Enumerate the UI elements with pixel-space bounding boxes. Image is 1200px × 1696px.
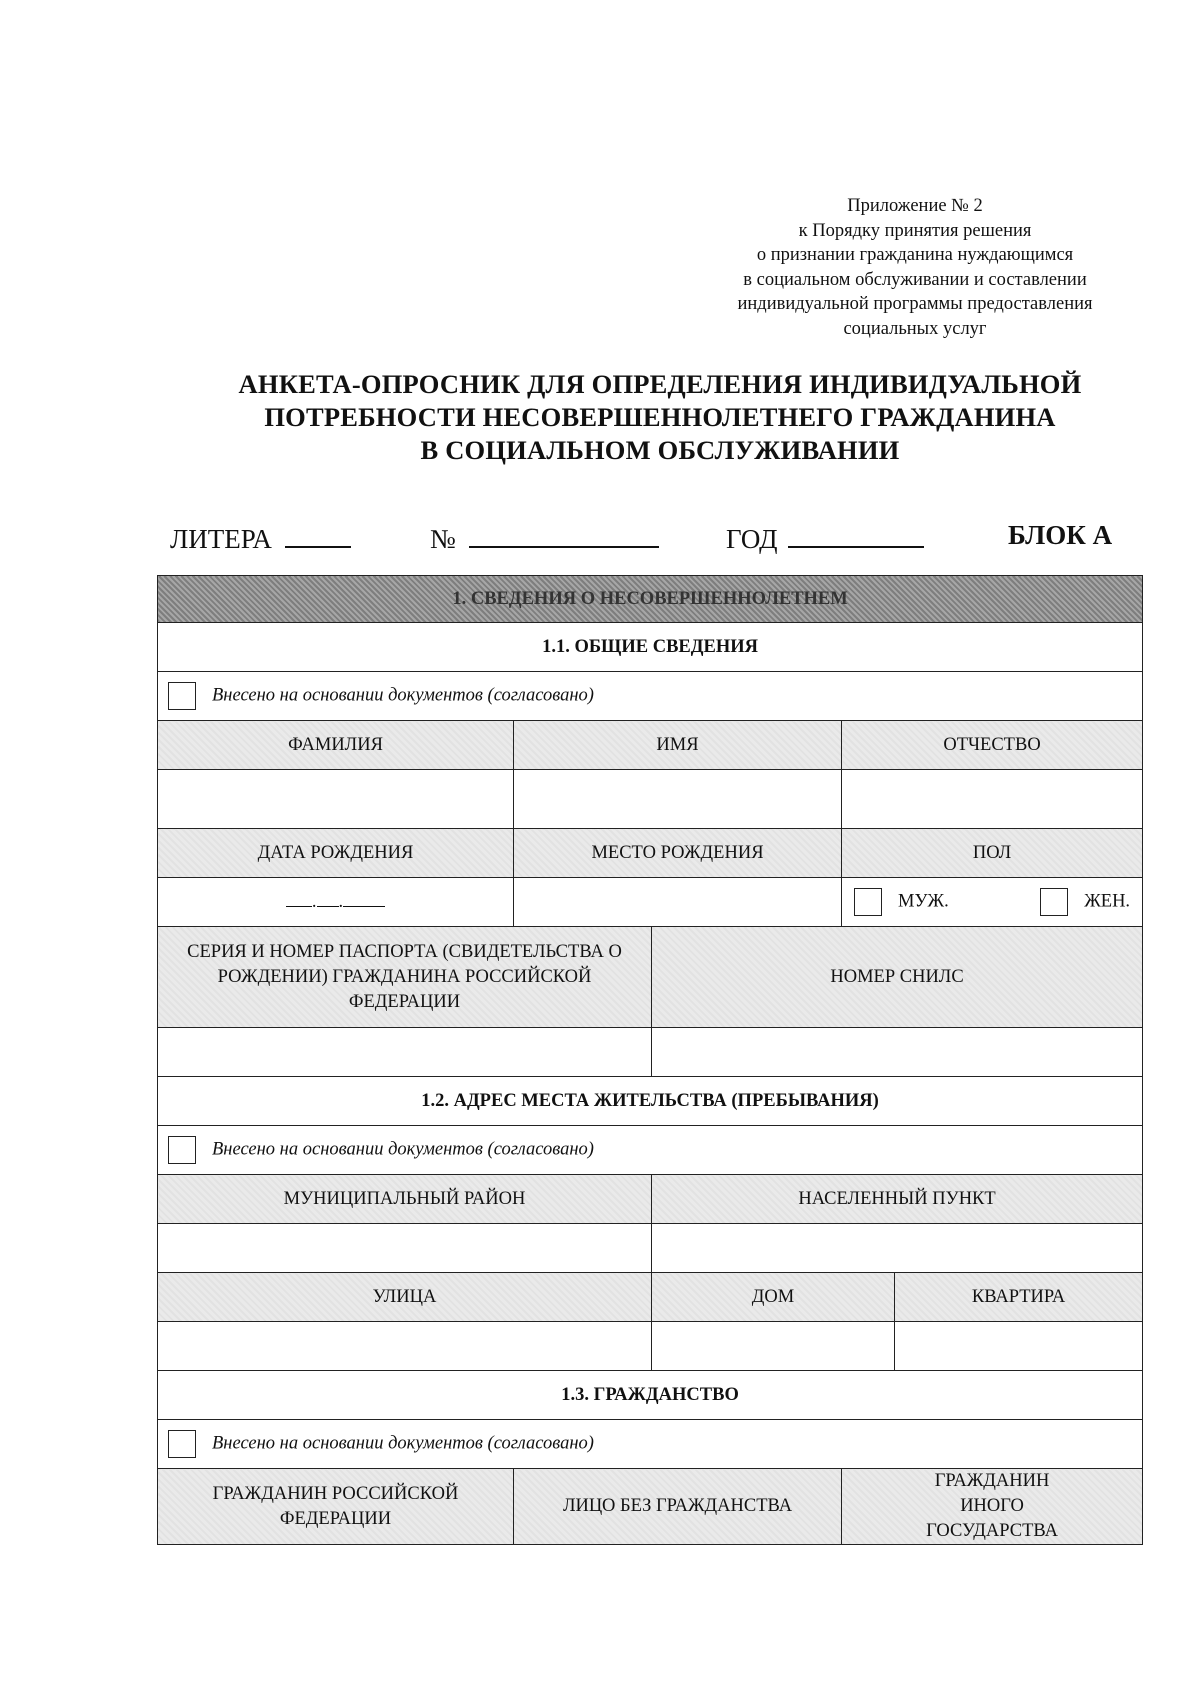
house-input[interactable] [652, 1322, 895, 1371]
block-label: БЛОК А [1008, 520, 1113, 550]
sex-male-option[interactable] [854, 888, 949, 916]
sex-female-option[interactable] [1040, 888, 1130, 916]
appendix-line: о признании гражданина нуждающимся [756, 245, 1074, 265]
subsection-row [158, 1077, 1143, 1126]
title-line: В СОЦИАЛЬНОМ ОБСЛУЖИВАНИИ [420, 435, 900, 465]
fio-labels-row [158, 721, 1143, 770]
appendix-line: к Порядку принятия решения [798, 220, 1032, 241]
documents-labels-row [158, 927, 1143, 1028]
number-label: № [430, 524, 456, 554]
birth-place-label: МЕСТО РОЖДЕНИЯ [514, 829, 842, 878]
sex-male-label: МУЖ. [898, 891, 949, 912]
general-confirmation [158, 672, 1143, 721]
document-title [150, 368, 1170, 467]
passport-input[interactable] [158, 1028, 652, 1077]
sex-options [842, 878, 1143, 927]
year-label: ГОД [726, 524, 778, 554]
appendix-note [640, 194, 1190, 341]
street-inputs-row [158, 1322, 1143, 1371]
street-input[interactable] [158, 1322, 652, 1371]
citizenship-documents-note: Внесено на основании документов (согласовано) [212, 1433, 594, 1454]
citizenship-foreign-option[interactable]: ГРАЖДАНИН ИНОГО ГОСУДАРСТВА [842, 1469, 1143, 1545]
title-line: АНКЕТА-ОПРОСНИК ДЛЯ ОПРЕДЕЛЕНИЯ ИНДИВИДУАЛЬНОЙ [238, 369, 1082, 399]
birth-inputs-row [158, 878, 1143, 927]
general-documents-note: Внесено на основании документов (согласовано) [212, 685, 594, 706]
date-separator: . [338, 891, 344, 912]
litera-field[interactable] [170, 520, 351, 555]
number-line [469, 520, 659, 548]
address-confirmation [158, 1126, 1143, 1175]
address-documents-checkbox[interactable] [168, 1136, 196, 1164]
sex-female-label: ЖЕН. [1084, 891, 1131, 912]
subsection-citizenship-title: 1.3. ГРАЖДАНСТВО [158, 1371, 1143, 1420]
subsection-general-title: 1.1. ОБЩИЕ СВЕДЕНИЯ [158, 623, 1143, 672]
passport-label: СЕРИЯ И НОМЕР ПАСПОРТА (СВИДЕТЕЛЬСТВА О РОЖДЕНИИ) ГРАЖДАНИНА РОССИЙСКОЙ ФЕДЕРАЦИИ [158, 927, 652, 1028]
house-label: ДОМ [652, 1273, 895, 1322]
locality-input[interactable] [652, 1224, 1143, 1273]
appendix-line: социальных услуг [843, 318, 987, 339]
confirmation-row [158, 1126, 1143, 1175]
document-meta [170, 520, 1120, 560]
birth-date-label: ДАТА РОЖДЕНИЯ [158, 829, 514, 878]
litera-label: ЛИТЕРА [170, 524, 272, 554]
birth-year-blank [343, 906, 385, 907]
address-labels-row [158, 1175, 1143, 1224]
birth-date-input[interactable] [158, 878, 514, 927]
apartment-input[interactable] [895, 1322, 1143, 1371]
litera-line [285, 520, 351, 548]
patronymic-input[interactable] [842, 770, 1143, 829]
appendix-line: в социальном обслуживании и составлении [743, 269, 1087, 290]
birth-labels-row [158, 829, 1143, 878]
subsection-row [158, 623, 1143, 672]
citizenship-options-row [158, 1469, 1143, 1545]
sex-female-checkbox[interactable] [1040, 888, 1068, 916]
surname-label: ФАМИЛИЯ [158, 721, 514, 770]
birth-place-input[interactable] [514, 878, 842, 927]
appendix-line: индивидуальной программы предоставления [737, 294, 1093, 314]
confirmation-row [158, 1420, 1143, 1469]
subsection-address-title: 1.2. АДРЕС МЕСТА ЖИТЕЛЬСТВА (ПРЕБЫВАНИЯ) [158, 1077, 1143, 1126]
citizenship-rf-option[interactable]: ГРАЖДАНИН РОССИЙСКОЙ ФЕДЕРАЦИИ [158, 1469, 514, 1545]
number-field[interactable] [430, 520, 659, 555]
section-1-header: 1. СВЕДЕНИЯ О НЕСОВЕРШЕННОЛЕТНЕМ [158, 576, 1143, 623]
subsection-row [158, 1371, 1143, 1420]
birth-month-blank [317, 906, 339, 907]
street-label: УЛИЦА [158, 1273, 652, 1322]
section-header-row [158, 576, 1143, 623]
snils-label: НОМЕР СНИЛС [652, 927, 1143, 1028]
citizenship-documents-checkbox[interactable] [168, 1430, 196, 1458]
name-label: ИМЯ [514, 721, 842, 770]
street-labels-row [158, 1273, 1143, 1322]
birth-day-blank [286, 906, 312, 907]
date-separator: . [311, 891, 317, 912]
documents-inputs-row [158, 1028, 1143, 1077]
address-inputs-row [158, 1224, 1143, 1273]
fio-inputs-row [158, 770, 1143, 829]
questionnaire-table [157, 575, 1143, 1545]
locality-label: НАСЕЛЕННЫЙ ПУНКТ [652, 1175, 1143, 1224]
citizenship-confirmation [158, 1420, 1143, 1469]
name-input[interactable] [514, 770, 842, 829]
district-input[interactable] [158, 1224, 652, 1273]
sex-label: ПОЛ [842, 829, 1143, 878]
address-documents-note: Внесено на основании документов (согласовано) [212, 1139, 594, 1160]
year-line [788, 520, 924, 548]
year-field[interactable] [726, 520, 924, 555]
general-documents-checkbox[interactable] [168, 682, 196, 710]
patronymic-label: ОТЧЕСТВО [842, 721, 1143, 770]
surname-input[interactable] [158, 770, 514, 829]
appendix-line: Приложение № 2 [847, 196, 983, 216]
snils-input[interactable] [652, 1028, 1143, 1077]
sex-male-checkbox[interactable] [854, 888, 882, 916]
citizenship-stateless-option[interactable]: ЛИЦО БЕЗ ГРАЖДАНСТВА [514, 1469, 842, 1545]
confirmation-row [158, 672, 1143, 721]
apartment-label: КВАРТИРА [895, 1273, 1143, 1322]
title-line: ПОТРЕБНОСТИ НЕСОВЕРШЕННОЛЕТНЕГО ГРАЖДАНИНА [264, 402, 1056, 432]
district-label: МУНИЦИПАЛЬНЫЙ РАЙОН [158, 1175, 652, 1224]
